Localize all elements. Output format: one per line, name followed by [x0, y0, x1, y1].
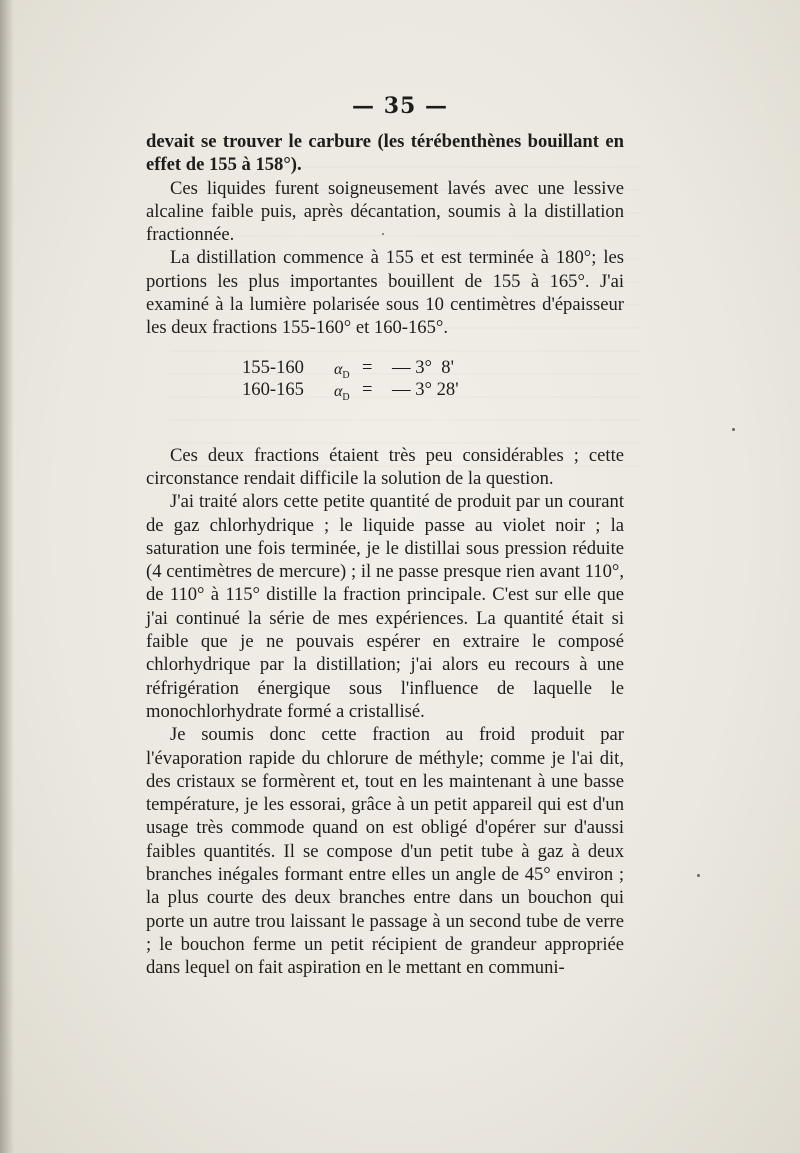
fraction-range: 160-165 [242, 378, 304, 400]
paragraph-2: Ces liquides furent soigneusement lavés avec une lessive alcaline faible puis, après décantation, soumis à la distillation fractionnée. [146, 177, 624, 246]
paragraph-1: devait se trouver le carbure (les térébenthènes bouillant en effet de 155 à 158°). [146, 131, 624, 176]
paragraph-5: J'ai traité alors cette petite quantité de produit par un courant de gaz chlorhydrique ; le liquide passe au violet noir ; la saturation une fois terminée, je le distillai sous pression réduite (4 centimètres de mercure) ; il ne passe presque rien avant 110°, de 110° à 115° distille la fraction principale. C'est sur elle que j'ai continué la série de mes expériences. La quantité était si faible que je ne pouvais espérer en extraire le composé chlorhydrique par la distillation; j'ai alors eu recours à une réfrigération énergique sous l'influence de laquelle le monochlorhydrate formé a cristallisé. [146, 491, 624, 722]
formula-row [242, 378, 562, 403]
rotation-value: — 3° 28' [392, 378, 459, 400]
equals-sign: = [362, 356, 373, 378]
paper-speck [697, 874, 700, 877]
body-text [146, 130, 624, 980]
formula-row [242, 356, 562, 381]
alpha-symbol: $\alpha_D$ [334, 360, 350, 381]
paragraph-3: La distillation commence à 155 et est terminée à 180°; les portions les plus importantes bouillent de 155 à 165°. J'ai examiné à la lumière polarisée sous 10 centimètres d'épaisseur les deux fractions 155-160° et 160-165°. [146, 247, 624, 339]
paragraph-4: Ces deux fractions étaient très peu considérables ; cette circonstance rendait difficile la solution de la question. [146, 444, 624, 489]
page-gutter-shadow [0, 0, 14, 1153]
page-number: — 35 — [352, 93, 448, 119]
fraction-range: 155-160 [242, 356, 304, 378]
paragraph-6: Je soumis donc cette fraction au froid produit par l'évaporation rapide du chlorure de méthyle; comme je l'ai dit, des cristaux se formèrent et, tout en les maintenant à une basse température, je les essorai, grâce à un petit appareil qui est d'un usage très commode quand on est obligé d'opérer sur d'aussi faibles quantités. Il se compose d'un petit tube à gaz à deux branches inégales formant entre elles un angle de 45° environ ; la plus courte des deux branches entre dans un bouchon qui porte un autre trou laissant le passage à un second tube de verre ; le bouchon ferme un petit récipient de grandeur appropriée dans lequel on fait aspiration en le mettant en communi- [146, 724, 624, 979]
rotation-value: — 3° 8' [392, 356, 454, 378]
equals-sign: = [362, 378, 373, 400]
alpha-symbol: $\alpha_D$ [334, 382, 350, 403]
rotation-measurements [146, 340, 624, 444]
paper-speck [732, 428, 735, 431]
